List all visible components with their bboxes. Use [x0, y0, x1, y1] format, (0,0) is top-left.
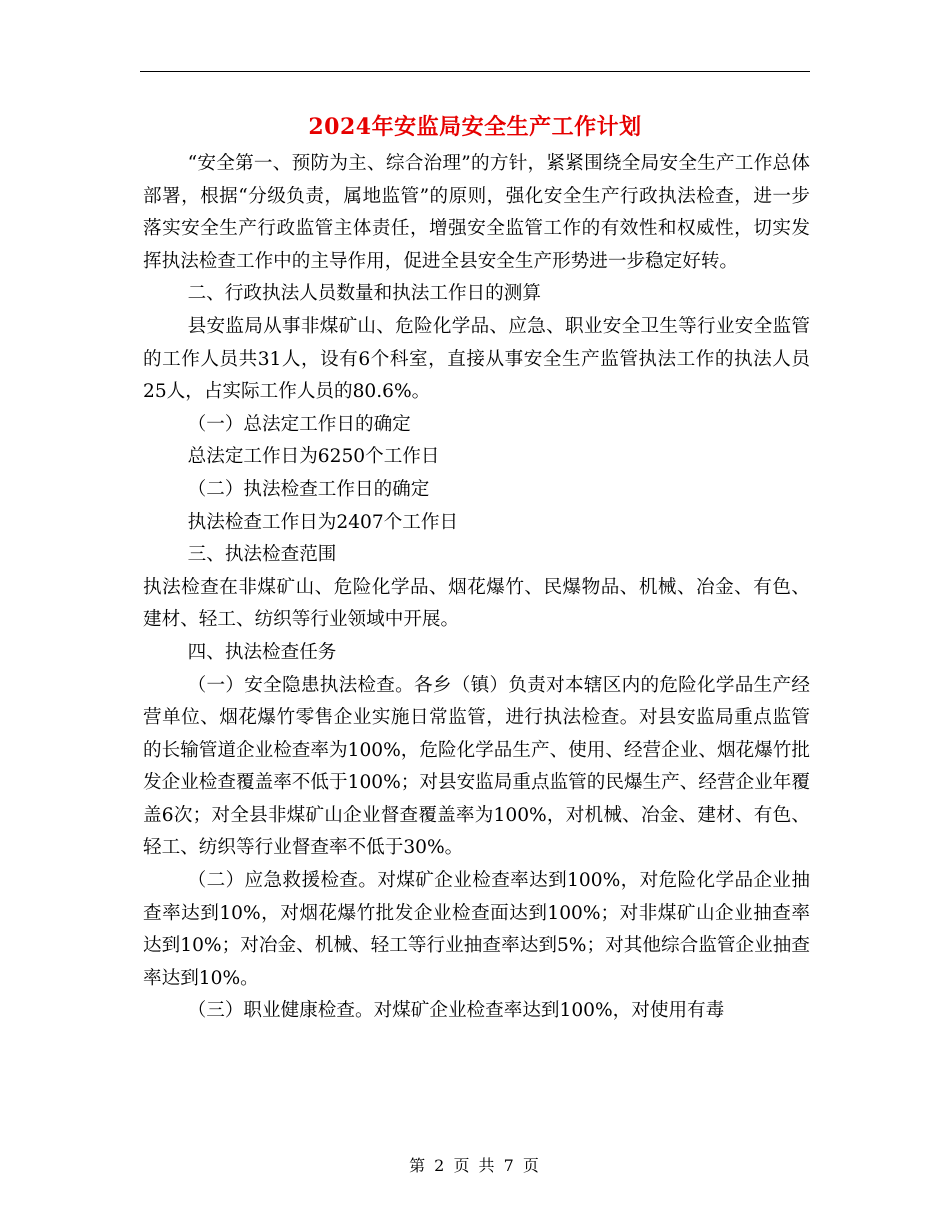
- paragraph-hazard-inspection: （一）安全隐患执法检查。各乡（镇）负责对本辖区内的危险化学品生产经营单位、烟花爆竹零售企业实施日常监管，进行执法检查。对县安监局重点监管的长输管道企业检查率为100%，危险化学品生产、使用、经营企业、烟花爆竹批发企业检查覆盖率不低于100%；对县安监局重点监管的民爆生产、经营企业年覆盖6次；对全县非煤矿山企业督查覆盖率为100%，对机械、冶金、建材、有色、轻工、纺织等行业督查率不低于30%。: [143, 674, 810, 859]
- section-heading-2: 二、行政执法人员数量和执法工作日的测算: [187, 283, 541, 305]
- section-heading-3: 三、执法检查范围: [187, 544, 337, 566]
- paragraph-intro: “安全第一、预防为主、综合治理”的方针，紧紧围绕全局安全生产工作总体部署，根据“分级负责，属地监管”的原则，强化安全生产行政执法检查，进一步落实安全生产行政监管主体责任，增强安全监管工作的有效性和权威性，切实发挥执法检查工作中的主导作用，促进全县安全生产形势进一步稳定好转。: [143, 153, 810, 272]
- subheading-inspection-workdays: （二）执法检查工作日的确定: [187, 478, 430, 500]
- paragraph-staff: 县安监局从事非煤矿山、危险化学品、应急、职业安全卫生等行业安全监管的工作人员共31人，设有6个科室，直接从事安全生产监管执法工作的执法人员25人，占实际工作人员的80.6%。: [143, 315, 810, 403]
- page-footer: 第 2 页 共 7 页: [409, 1156, 541, 1175]
- paragraph-scope: 执法检查在非煤矿山、危险化学品、烟花爆竹、民爆物品、机械、冶金、有色、建材、轻工、纺织等行业领域中开展。: [143, 576, 810, 631]
- document-body: [143, 148, 810, 1028]
- paragraph-emergency-inspection: （二）应急救援检查。对煤矿企业检查率达到100%，对危险化学品企业抽查率达到10%，对烟花爆竹批发企业检查面达到100%；对非煤矿山企业抽查率达到10%；对冶金、机械、轻工等行业抽查率达到5%；对其他综合监管企业抽查率达到10%。: [143, 870, 810, 989]
- section-heading-4: 四、执法检查任务: [187, 641, 337, 663]
- paragraph-legal-workdays: 总法定工作日为6250个工作日: [187, 446, 440, 468]
- document-title: 2024年安监局安全生产工作计划: [308, 114, 642, 140]
- subheading-legal-workdays: （一）总法定工作日的确定: [187, 413, 411, 435]
- paragraph-inspection-workdays: 执法检查工作日为2407个工作日: [187, 511, 459, 533]
- header-rule: [140, 71, 810, 72]
- paragraph-health-inspection: （三）职业健康检查。对煤矿企业检查率达到100%，对使用有毒: [187, 1000, 725, 1022]
